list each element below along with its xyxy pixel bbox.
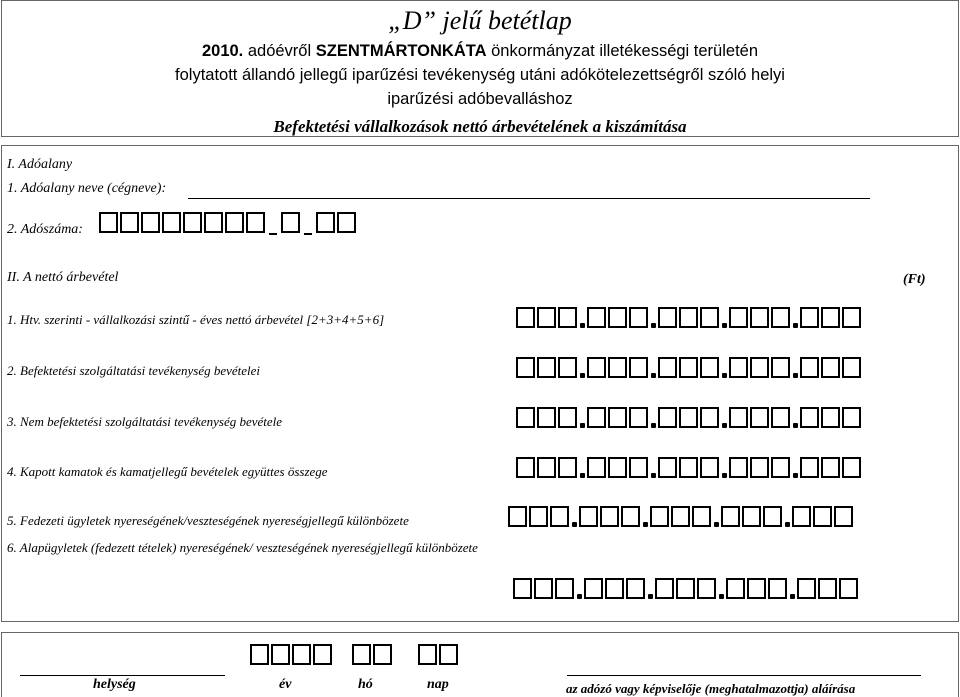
amount-digit-box[interactable] xyxy=(800,357,819,378)
thousands-separator-dot xyxy=(643,522,648,527)
thousands-separator-dot xyxy=(722,323,727,328)
thousands-separator-dot xyxy=(572,522,577,527)
amount-digit-box[interactable] xyxy=(579,506,598,527)
amount-digit-box[interactable] xyxy=(529,506,548,527)
amount-digit-box[interactable] xyxy=(729,307,748,328)
tax-number-digit-box[interactable] xyxy=(120,212,139,233)
amount-digit-box[interactable] xyxy=(658,357,677,378)
amount-digit-box[interactable] xyxy=(629,357,648,378)
amount-digit-box[interactable] xyxy=(750,407,769,428)
amount-digit-box[interactable] xyxy=(750,307,769,328)
amount-digit-box[interactable] xyxy=(587,407,606,428)
signature-line[interactable] xyxy=(567,675,921,676)
amount-digit-box[interactable] xyxy=(516,307,535,328)
amount-digit-box[interactable] xyxy=(587,307,606,328)
header-line-1-rest: önkormányzat illetékességi területén xyxy=(486,42,759,60)
amount-digit-box[interactable] xyxy=(800,307,819,328)
amount-digit-box[interactable] xyxy=(821,307,840,328)
header-line-2: folytatott állandó jellegű iparűzési tevékenység utáni adókötelezettségről szóló helyi xyxy=(175,66,785,84)
amount-digit-box[interactable] xyxy=(629,407,648,428)
amount-digit-box[interactable] xyxy=(692,506,711,527)
thousands-separator-dot xyxy=(580,323,585,328)
amount-digit-box[interactable] xyxy=(792,506,811,527)
date-day-box[interactable] xyxy=(439,644,458,665)
amount-digit-box[interactable] xyxy=(729,407,748,428)
thousands-separator-dot xyxy=(793,323,798,328)
amount-digit-box[interactable] xyxy=(818,578,837,599)
amount-digit-box[interactable] xyxy=(608,307,627,328)
thousands-separator-dot xyxy=(580,423,585,428)
thousands-separator-dot xyxy=(651,373,656,378)
thousands-separator-dot xyxy=(790,594,795,599)
page-title: „D” jelű betétlap xyxy=(388,6,572,35)
day-label: nap xyxy=(427,677,449,692)
thousands-separator-dot xyxy=(580,473,585,478)
amount-digit-box[interactable] xyxy=(600,506,619,527)
amount-digit-box[interactable] xyxy=(839,578,858,599)
date-year-box[interactable] xyxy=(292,644,311,665)
thousands-separator-dot xyxy=(580,373,585,378)
row-3-label: 3. Nem befektetési szolgáltatási tevékenység bevétele xyxy=(7,414,283,429)
amount-digit-box[interactable] xyxy=(679,357,698,378)
amount-digit-box[interactable] xyxy=(537,357,556,378)
amount-digit-box[interactable] xyxy=(629,307,648,328)
amount-digit-box[interactable] xyxy=(558,357,577,378)
thousands-separator-dot xyxy=(793,373,798,378)
amount-digit-box[interactable] xyxy=(700,407,719,428)
amount-digit-box[interactable] xyxy=(513,578,532,599)
amount-digit-box[interactable] xyxy=(558,457,577,478)
amount-digit-box[interactable] xyxy=(747,578,766,599)
tax-number-digit-box[interactable] xyxy=(246,212,265,233)
amount-digit-box[interactable] xyxy=(626,578,645,599)
amount-digit-box[interactable] xyxy=(797,578,816,599)
amount-digit-box[interactable] xyxy=(834,506,853,527)
amount-digit-box[interactable] xyxy=(771,357,790,378)
date-month-box[interactable] xyxy=(352,644,371,665)
row-2-label: 2. Befektetési szolgáltatási tevékenység bevételei xyxy=(7,363,261,378)
header-line-1 xyxy=(0,42,960,61)
thousands-separator-dot xyxy=(793,423,798,428)
amount-digit-box[interactable] xyxy=(658,307,677,328)
amount-digit-box[interactable] xyxy=(771,407,790,428)
amount-digit-box[interactable] xyxy=(516,357,535,378)
thousands-separator-dot xyxy=(722,423,727,428)
amount-digit-box[interactable] xyxy=(558,407,577,428)
tax-number-digit-box[interactable] xyxy=(183,212,202,233)
tax-number-digit-box[interactable] xyxy=(337,212,356,233)
tax-year: 2010. xyxy=(201,42,244,60)
currency-unit: (Ft) xyxy=(903,272,926,287)
amount-digit-box[interactable] xyxy=(629,457,648,478)
amount-digit-box[interactable] xyxy=(771,457,790,478)
amount-digit-box[interactable] xyxy=(558,307,577,328)
amount-digit-box[interactable] xyxy=(721,506,740,527)
tax-number-digit-box[interactable] xyxy=(225,212,244,233)
amount-digit-box[interactable] xyxy=(508,506,527,527)
thousands-separator-dot xyxy=(785,522,790,527)
place-line[interactable] xyxy=(20,675,225,676)
tax-number-digit-box[interactable] xyxy=(316,212,335,233)
amount-digit-box[interactable] xyxy=(700,307,719,328)
section-1-heading: I. Adóalany xyxy=(7,157,73,172)
header-line-3: iparűzési adóbevalláshoz xyxy=(387,90,573,108)
amount-digit-box[interactable] xyxy=(658,457,677,478)
tax-number-separator xyxy=(269,233,277,235)
amount-digit-box[interactable] xyxy=(800,457,819,478)
amount-digit-box[interactable] xyxy=(700,357,719,378)
tax-number-separator xyxy=(304,233,312,235)
amount-digit-box[interactable] xyxy=(821,407,840,428)
tax-number-digit-box[interactable] xyxy=(99,212,118,233)
amount-digit-box[interactable] xyxy=(537,457,556,478)
row-4-label: 4. Kapott kamatok és kamatjellegű bevételek együttes összege xyxy=(7,464,328,479)
amount-digit-box[interactable] xyxy=(750,457,769,478)
amount-digit-box[interactable] xyxy=(771,307,790,328)
amount-digit-box[interactable] xyxy=(608,357,627,378)
amount-digit-box[interactable] xyxy=(671,506,690,527)
place-label: helység xyxy=(93,677,136,692)
amount-digit-box[interactable] xyxy=(679,307,698,328)
amount-digit-box[interactable] xyxy=(697,578,716,599)
amount-digit-box[interactable] xyxy=(842,357,861,378)
taxpayer-name-label: 1. Adóalany neve (cégneve): xyxy=(7,181,167,196)
date-year-box[interactable] xyxy=(250,644,269,665)
amount-digit-box[interactable] xyxy=(516,457,535,478)
row-1-label: 1. Htv. szerinti - vállalkozási szintű - éves nettó árbevétel [2+3+4+5+6] xyxy=(7,312,385,327)
amount-digit-box[interactable] xyxy=(768,578,787,599)
amount-digit-box[interactable] xyxy=(726,578,745,599)
amount-digit-box[interactable] xyxy=(655,578,674,599)
amount-digit-box[interactable] xyxy=(621,506,640,527)
amount-digit-box[interactable] xyxy=(587,457,606,478)
amount-digit-box[interactable] xyxy=(516,407,535,428)
row-6-label: 6. Alapügyletek (fedezett tételek) nyereségének/ veszteségének nyereségjellegű különbözete xyxy=(7,540,478,555)
tax-number-digit-box[interactable] xyxy=(162,212,181,233)
tax-number-digit-box[interactable] xyxy=(204,212,223,233)
amount-digit-box[interactable] xyxy=(676,578,695,599)
amount-digit-box[interactable] xyxy=(555,578,574,599)
form-subtitle: Befektetési vállalkozások nettó árbevételének a kiszámítása xyxy=(273,117,687,136)
amount-digit-box[interactable] xyxy=(608,407,627,428)
year-label: év xyxy=(279,677,292,692)
thousands-separator-dot xyxy=(793,473,798,478)
amount-digit-box[interactable] xyxy=(842,457,861,478)
date-month-box[interactable] xyxy=(373,644,392,665)
amount-digit-box[interactable] xyxy=(605,578,624,599)
month-label: hó xyxy=(358,677,373,692)
date-year-box[interactable] xyxy=(313,644,332,665)
amount-digit-box[interactable] xyxy=(813,506,832,527)
thousands-separator-dot xyxy=(714,522,719,527)
thousands-separator-dot xyxy=(577,594,582,599)
amount-digit-box[interactable] xyxy=(729,357,748,378)
amount-digit-box[interactable] xyxy=(821,357,840,378)
amount-digit-box[interactable] xyxy=(742,506,761,527)
amount-digit-box[interactable] xyxy=(700,457,719,478)
amount-digit-box[interactable] xyxy=(821,457,840,478)
signer-label: az adózó vagy képviselője (meghatalmazottja) aláírása xyxy=(566,681,856,696)
thousands-separator-dot xyxy=(651,473,656,478)
thousands-separator-dot xyxy=(722,373,727,378)
tax-number-label: 2. Adószáma: xyxy=(7,222,83,237)
amount-digit-box[interactable] xyxy=(587,357,606,378)
amount-digit-box[interactable] xyxy=(750,357,769,378)
amount-digit-box[interactable] xyxy=(658,407,677,428)
header-line-1-mid: adóévről xyxy=(243,42,316,60)
municipality-name: SZENTMÁRTONKÁTA xyxy=(315,42,487,60)
thousands-separator-dot xyxy=(648,594,653,599)
row-5-label: 5. Fedezeti ügyletek nyereségének/veszteségének nyereségjellegű különbözete xyxy=(7,513,409,528)
amount-digit-box[interactable] xyxy=(537,307,556,328)
amount-digit-box[interactable] xyxy=(584,578,603,599)
amount-digit-box[interactable] xyxy=(608,457,627,478)
amount-digit-box[interactable] xyxy=(800,407,819,428)
amount-digit-box[interactable] xyxy=(679,457,698,478)
thousands-separator-dot xyxy=(722,473,727,478)
amount-digit-box[interactable] xyxy=(534,578,553,599)
amount-digit-box[interactable] xyxy=(842,407,861,428)
amount-digit-box[interactable] xyxy=(679,407,698,428)
amount-digit-box[interactable] xyxy=(650,506,669,527)
date-year-box[interactable] xyxy=(271,644,290,665)
amount-digit-box[interactable] xyxy=(550,506,569,527)
amount-digit-box[interactable] xyxy=(842,307,861,328)
amount-digit-box[interactable] xyxy=(729,457,748,478)
taxpayer-name-field[interactable] xyxy=(188,198,870,199)
tax-number-digit-box[interactable] xyxy=(141,212,160,233)
amount-digit-box[interactable] xyxy=(763,506,782,527)
date-day-box[interactable] xyxy=(418,644,437,665)
thousands-separator-dot xyxy=(719,594,724,599)
tax-number-digit-box[interactable] xyxy=(281,212,300,233)
amount-digit-box[interactable] xyxy=(537,407,556,428)
thousands-separator-dot xyxy=(651,323,656,328)
section-2-heading: II. A nettó árbevétel xyxy=(7,270,119,285)
thousands-separator-dot xyxy=(651,423,656,428)
